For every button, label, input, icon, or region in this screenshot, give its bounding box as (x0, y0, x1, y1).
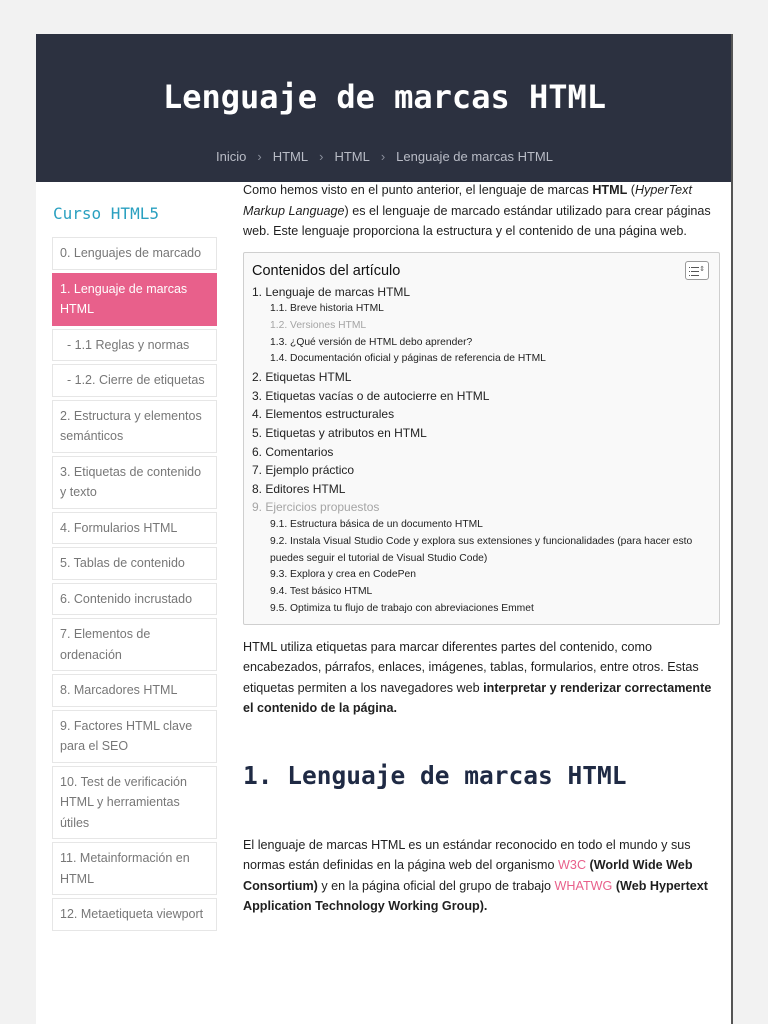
sidebar-item[interactable]: 3. Etiquetas de contenido y texto (52, 456, 217, 509)
page-border (731, 34, 733, 1024)
toc-link[interactable]: 1.3. ¿Qué versión de HTML debo aprender? (270, 336, 473, 348)
sidebar-title: Curso HTML5 (53, 204, 159, 223)
toc-link[interactable]: 1. Lenguaje de marcas HTML (252, 284, 411, 299)
toc-link[interactable]: 6. Comentarios (252, 444, 334, 459)
table-of-contents (243, 252, 720, 625)
breadcrumb-html[interactable]: HTML (272, 149, 309, 164)
toc-link[interactable]: 1.1. Breve historia HTML (270, 303, 384, 315)
page-title: Lenguaje de marcas HTML (162, 78, 607, 116)
breadcrumb-current: Lenguaje de marcas HTML (396, 149, 553, 164)
sidebar-item[interactable]: 5. Tablas de contenido (52, 547, 217, 580)
breadcrumb-home[interactable]: Inicio (216, 149, 247, 164)
toc-link[interactable]: 9.5. Optimiza tu flujo de trabajo con abreviaciones Emmet (270, 603, 534, 615)
article (243, 180, 721, 917)
sidebar-item[interactable]: 2. Estructura y elementos semánticos (52, 400, 217, 453)
hero-banner (36, 34, 733, 182)
sidebar-item[interactable]: 7. Elementos de ordenación (52, 618, 217, 671)
sidebar-item[interactable]: 1. Lenguaje de marcas HTML (52, 273, 217, 326)
section-heading: 1. Lenguaje de marcas HTML (243, 760, 627, 790)
sidebar-list (52, 237, 217, 931)
whatwg-link[interactable]: WHATWG (554, 878, 613, 893)
toc-link[interactable]: 5. Etiquetas y atributos en HTML (252, 426, 427, 441)
sidebar-item[interactable]: 10. Test de verificación HTML y herramientas útiles (52, 766, 217, 840)
toc-link[interactable]: 1.4. Documentación oficial y páginas de referencia de HTML (270, 353, 546, 365)
w3c-link[interactable]: W3C (558, 858, 587, 873)
sidebar-item[interactable]: 0. Lenguajes de marcado (52, 237, 217, 270)
sidebar-item[interactable]: 4. Formularios HTML (52, 512, 217, 545)
sidebar-item[interactable]: 9. Factores HTML clave para el SEO (52, 710, 217, 763)
intro-paragraph: Como hemos visto en el punto anterior, el lenguaje de marcas HTML (HyperText Markup Language) es el lenguaje de marcado estándar utilizado para crear páginas web. Este lenguaje proporciona la estructura y el contenido de una página web. (243, 183, 711, 238)
paragraph-3: El lenguaje de marcas HTML es un estándar reconocido en todo el mundo y sus normas están definidas en la página web del organismo W3C (World Wide Web Consortium) y en la página oficial del grupo de trabajo WHATWG (Web Hypertext Application Technology Working Group). (243, 837, 708, 914)
sidebar-item[interactable]: 6. Contenido incrustado (52, 583, 217, 616)
sidebar-item[interactable]: - 1.2. Cierre de etiquetas (52, 364, 217, 397)
toc-link[interactable]: 4. Elementos estructurales (252, 407, 395, 422)
chevron-right-icon: › (257, 149, 262, 164)
toc-link[interactable]: 1.2. Versiones HTML (270, 319, 367, 331)
sidebar-item[interactable]: 12. Metaetiqueta viewport (52, 898, 217, 931)
toc-link[interactable]: 9. Ejercicios propuestos (252, 500, 380, 515)
toc-link[interactable]: 3. Etiquetas vacías o de autocierre en HTML (252, 388, 490, 403)
toc-link[interactable]: 9.1. Estructura básica de un documento HTML (270, 519, 483, 531)
toc-link[interactable]: 9.2. Instala Visual Studio Code y explora sus extensiones y funcionalidades (para hacer esto puedes seguir el tutorial de Visual Studio Code) (270, 535, 693, 564)
page (36, 34, 733, 1024)
breadcrumb (36, 149, 733, 164)
toc-link[interactable]: 7. Ejemplo práctico (252, 463, 355, 478)
toc-list (252, 283, 711, 618)
toc-link[interactable]: 8. Editores HTML (252, 481, 346, 496)
sidebar-item[interactable]: - 1.1 Reglas y normas (52, 329, 217, 362)
toc-toggle-button[interactable]: ⇕ (685, 261, 709, 280)
chevron-right-icon: › (319, 149, 324, 164)
chevron-right-icon: › (380, 149, 386, 164)
toc-link[interactable]: 2. Etiquetas HTML (252, 370, 352, 385)
paragraph-2: HTML utiliza etiquetas para marcar diferentes partes del contenido, como encabezados, párrafos, enlaces, imágenes, tablas, formularios, entre otros. Estas etiquetas permiten a los navegadores web interpretar y renderizar correctamente el contenido de la página. (243, 639, 712, 716)
sidebar-item[interactable]: 8. Marcadores HTML (52, 674, 217, 707)
sidebar (52, 204, 217, 934)
toc-title: Contenidos del artículo (252, 262, 401, 279)
sidebar-item[interactable]: 11. Metainformación en HTML (52, 842, 217, 895)
toc-link[interactable]: 9.3. Explora y crea en CodePen (270, 569, 416, 581)
toc-link[interactable]: 9.4. Test básico HTML (270, 586, 373, 598)
breadcrumb-html-2[interactable]: HTML (334, 149, 370, 164)
